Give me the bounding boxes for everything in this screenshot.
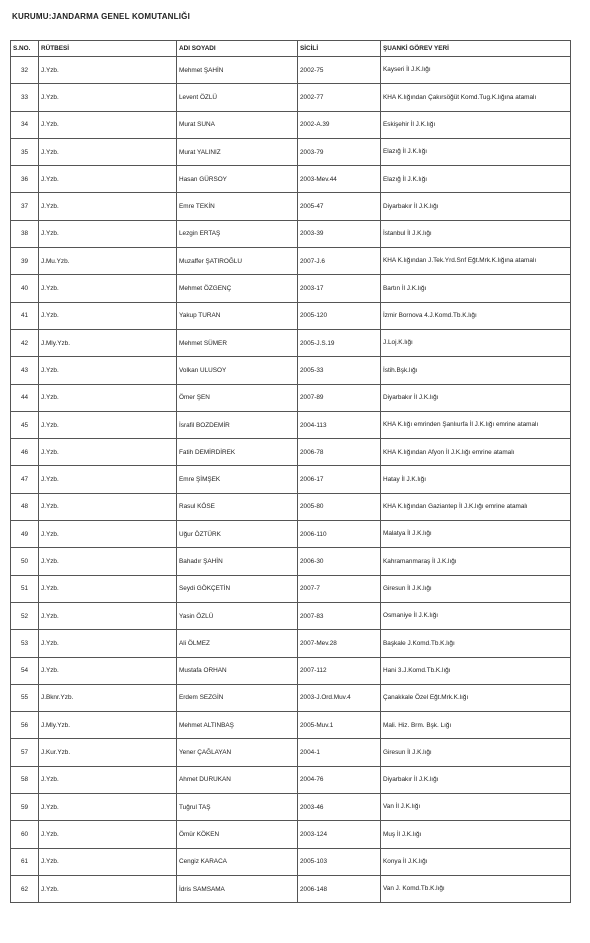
table-body bbox=[11, 57, 571, 903]
row-sno: 58 bbox=[11, 766, 39, 793]
row-sno: 42 bbox=[11, 329, 39, 356]
row-duty-station: Van J. Komd.Tb.K.lığı bbox=[381, 875, 571, 902]
row-name: Fatih DEMİRDİREK bbox=[177, 439, 298, 466]
row-sno: 54 bbox=[11, 657, 39, 684]
row-name: Cengiz KARACA bbox=[177, 848, 298, 875]
table-header-row bbox=[11, 41, 571, 57]
row-registry: 2007-Mev.28 bbox=[298, 630, 381, 657]
row-sno: 62 bbox=[11, 875, 39, 902]
row-rank: J.Mu.Yzb. bbox=[39, 248, 177, 275]
row-registry: 2002-77 bbox=[298, 84, 381, 111]
row-rank: J.Yzb. bbox=[39, 138, 177, 165]
row-sno: 49 bbox=[11, 521, 39, 548]
row-sno: 53 bbox=[11, 630, 39, 657]
row-duty-station: Malatya İl J.K.lığı bbox=[381, 521, 571, 548]
row-registry: 2007-89 bbox=[298, 384, 381, 411]
row-rank: J.Yzb. bbox=[39, 220, 177, 247]
row-rank: J.Yzb. bbox=[39, 657, 177, 684]
row-rank: J.Yzb. bbox=[39, 193, 177, 220]
row-registry: 2003-79 bbox=[298, 138, 381, 165]
table-row bbox=[11, 411, 571, 438]
row-duty-station: Elazığ İl J.K.lığı bbox=[381, 138, 571, 165]
document-title: KURUMU:JANDARMA GENEL KOMUTANLIĞI bbox=[12, 12, 190, 21]
table-row bbox=[11, 821, 571, 848]
row-duty-station: Osmaniye İl J.K.lığı bbox=[381, 602, 571, 629]
table-row bbox=[11, 439, 571, 466]
row-sno: 33 bbox=[11, 84, 39, 111]
row-rank: J.Yzb. bbox=[39, 439, 177, 466]
table-row bbox=[11, 57, 571, 84]
row-sno: 45 bbox=[11, 411, 39, 438]
table-row bbox=[11, 875, 571, 902]
row-duty-station: Giresun İl J.K.lığı bbox=[381, 739, 571, 766]
header-rank: RÜTBESİ bbox=[39, 41, 177, 57]
row-sno: 46 bbox=[11, 439, 39, 466]
row-duty-station: Muş İl J.K.lığı bbox=[381, 821, 571, 848]
row-duty-station: İstanbul İl J.K.lığı bbox=[381, 220, 571, 247]
table-row bbox=[11, 848, 571, 875]
row-name: Muzaffer ŞATIROĞLU bbox=[177, 248, 298, 275]
row-duty-station: Hani 3.J.Komd.Tb.K.lığı bbox=[381, 657, 571, 684]
table-row bbox=[11, 630, 571, 657]
row-duty-station: Mali. Hiz. Brm. Bşk. Lığı bbox=[381, 712, 571, 739]
row-registry: 2006-110 bbox=[298, 521, 381, 548]
row-rank: J.Yzb. bbox=[39, 630, 177, 657]
row-duty-station: KHA K.lığından Afyon İl J.K.lığı emrine atamalı bbox=[381, 439, 571, 466]
table-row bbox=[11, 193, 571, 220]
row-registry: 2003-J.Ord.Muv.4 bbox=[298, 684, 381, 711]
table-row bbox=[11, 166, 571, 193]
row-registry: 2005-103 bbox=[298, 848, 381, 875]
row-rank: J.Yzb. bbox=[39, 84, 177, 111]
table-row bbox=[11, 521, 571, 548]
row-registry: 2007-83 bbox=[298, 602, 381, 629]
row-sno: 56 bbox=[11, 712, 39, 739]
row-sno: 34 bbox=[11, 111, 39, 138]
row-rank: J.Yzb. bbox=[39, 275, 177, 302]
row-sno: 38 bbox=[11, 220, 39, 247]
row-rank: J.Bknr.Yzb. bbox=[39, 684, 177, 711]
row-name: Ahmet DURUKAN bbox=[177, 766, 298, 793]
row-registry: 2004-1 bbox=[298, 739, 381, 766]
row-rank: J.Yzb. bbox=[39, 357, 177, 384]
row-name: Uğur ÖZTÜRK bbox=[177, 521, 298, 548]
personnel-table bbox=[10, 40, 571, 903]
row-registry: 2003-17 bbox=[298, 275, 381, 302]
table-row bbox=[11, 548, 571, 575]
row-name: Emre ŞİMŞEK bbox=[177, 466, 298, 493]
row-duty-station: Kahramanmaraş İl J.K.lığı bbox=[381, 548, 571, 575]
row-duty-station: Hatay İl J.K.lığı bbox=[381, 466, 571, 493]
row-rank: J.Yzb. bbox=[39, 411, 177, 438]
header-sno: S.NO. bbox=[11, 41, 39, 57]
row-registry: 2005-Muv.1 bbox=[298, 712, 381, 739]
row-duty-station: Konya İl J.K.lığı bbox=[381, 848, 571, 875]
table-row bbox=[11, 384, 571, 411]
row-registry: 2003-46 bbox=[298, 794, 381, 821]
row-rank: J.Yzb. bbox=[39, 848, 177, 875]
row-duty-station: Başkale J.Komd.Tb.K.lığı bbox=[381, 630, 571, 657]
row-duty-station: KHA K.lığından Çakırsöğüt Komd.Tug.K.lığına atamalı bbox=[381, 84, 571, 111]
row-registry: 2006-17 bbox=[298, 466, 381, 493]
row-name: Murat YALINIZ bbox=[177, 138, 298, 165]
row-sno: 40 bbox=[11, 275, 39, 302]
row-duty-station: KHA K.lığından J.Tek.Yrd.Snf Eğt.Mrk.K.lığına atamalı bbox=[381, 248, 571, 275]
row-rank: J.Yzb. bbox=[39, 111, 177, 138]
table-row bbox=[11, 275, 571, 302]
row-registry: 2007-J.6 bbox=[298, 248, 381, 275]
row-name: Rasul KÖSE bbox=[177, 493, 298, 520]
row-duty-station: KHA K.lığından Gaziantep İl J.K.lığı emrine atamalı bbox=[381, 493, 571, 520]
row-registry: 2002-A.39 bbox=[298, 111, 381, 138]
row-rank: J.Mly.Yzb. bbox=[39, 712, 177, 739]
row-rank: J.Yzb. bbox=[39, 875, 177, 902]
table-row bbox=[11, 302, 571, 329]
row-registry: 2004-76 bbox=[298, 766, 381, 793]
row-sno: 48 bbox=[11, 493, 39, 520]
row-name: Mehmet ŞAHİN bbox=[177, 57, 298, 84]
row-registry: 2005-J.S.19 bbox=[298, 329, 381, 356]
table-row bbox=[11, 739, 571, 766]
table-row bbox=[11, 357, 571, 384]
row-duty-station: Diyarbakır İl J.K.lığı bbox=[381, 384, 571, 411]
row-registry: 2003-124 bbox=[298, 821, 381, 848]
row-sno: 60 bbox=[11, 821, 39, 848]
row-rank: J.Yzb. bbox=[39, 602, 177, 629]
row-name: Volkan ULUSOY bbox=[177, 357, 298, 384]
row-name: Erdem SEZGİN bbox=[177, 684, 298, 711]
row-rank: J.Yzb. bbox=[39, 575, 177, 602]
row-name: Ömür KÖKEN bbox=[177, 821, 298, 848]
row-duty-station: Diyarbakır İl J.K.lığı bbox=[381, 193, 571, 220]
table-row bbox=[11, 794, 571, 821]
row-duty-station: Kayseri İl J.K.lığı bbox=[381, 57, 571, 84]
table-row bbox=[11, 84, 571, 111]
row-duty-station: J.Loj.K.lığı bbox=[381, 329, 571, 356]
row-sno: 37 bbox=[11, 193, 39, 220]
row-name: Yener ÇAĞLAYAN bbox=[177, 739, 298, 766]
table-row bbox=[11, 138, 571, 165]
row-name: Mustafa ORHAN bbox=[177, 657, 298, 684]
row-duty-station: Eskişehir İl J.K.lığı bbox=[381, 111, 571, 138]
row-rank: J.Yzb. bbox=[39, 466, 177, 493]
row-sno: 61 bbox=[11, 848, 39, 875]
row-rank: J.Yzb. bbox=[39, 821, 177, 848]
row-sno: 52 bbox=[11, 602, 39, 629]
row-sno: 39 bbox=[11, 248, 39, 275]
row-registry: 2006-30 bbox=[298, 548, 381, 575]
row-duty-station: İstih.Bşk.lığı bbox=[381, 357, 571, 384]
row-name: Tuğrul TAŞ bbox=[177, 794, 298, 821]
row-registry: 2005-80 bbox=[298, 493, 381, 520]
row-name: Bahadır ŞAHİN bbox=[177, 548, 298, 575]
row-registry: 2006-148 bbox=[298, 875, 381, 902]
row-name: Hasan GÜRSOY bbox=[177, 166, 298, 193]
row-duty-station: Bartın İl J.K.lığı bbox=[381, 275, 571, 302]
row-rank: J.Yzb. bbox=[39, 493, 177, 520]
row-registry: 2002-75 bbox=[298, 57, 381, 84]
table-row bbox=[11, 657, 571, 684]
row-rank: J.Yzb. bbox=[39, 548, 177, 575]
row-duty-station: Van İl J.K.lığı bbox=[381, 794, 571, 821]
row-name: Murat SUNA bbox=[177, 111, 298, 138]
row-name: Yasin ÖZLÜ bbox=[177, 602, 298, 629]
row-sno: 59 bbox=[11, 794, 39, 821]
row-registry: 2003-39 bbox=[298, 220, 381, 247]
row-registry: 2003-Mev.44 bbox=[298, 166, 381, 193]
row-registry: 2007-7 bbox=[298, 575, 381, 602]
row-registry: 2005-120 bbox=[298, 302, 381, 329]
row-duty-station: İzmir Bornova 4.J.Komd.Tb.K.lığı bbox=[381, 302, 571, 329]
row-registry: 2005-47 bbox=[298, 193, 381, 220]
row-duty-station: Elazığ İl J.K.lığı bbox=[381, 166, 571, 193]
row-sno: 41 bbox=[11, 302, 39, 329]
row-sno: 57 bbox=[11, 739, 39, 766]
table-row bbox=[11, 766, 571, 793]
row-name: Emre TEKİN bbox=[177, 193, 298, 220]
row-rank: J.Yzb. bbox=[39, 794, 177, 821]
row-sno: 50 bbox=[11, 548, 39, 575]
row-rank: J.Yzb. bbox=[39, 57, 177, 84]
table-row bbox=[11, 220, 571, 247]
row-sno: 44 bbox=[11, 384, 39, 411]
row-sno: 47 bbox=[11, 466, 39, 493]
table-row bbox=[11, 575, 571, 602]
row-sno: 35 bbox=[11, 138, 39, 165]
row-rank: J.Yzb. bbox=[39, 766, 177, 793]
row-sno: 51 bbox=[11, 575, 39, 602]
table-row bbox=[11, 248, 571, 275]
row-name: Yakup TURAN bbox=[177, 302, 298, 329]
table-row bbox=[11, 493, 571, 520]
row-name: İdris SAMSAMA bbox=[177, 875, 298, 902]
table-row bbox=[11, 466, 571, 493]
row-rank: J.Kur.Yzb. bbox=[39, 739, 177, 766]
row-sno: 43 bbox=[11, 357, 39, 384]
row-sno: 55 bbox=[11, 684, 39, 711]
row-name: İsrafil BOZDEMİR bbox=[177, 411, 298, 438]
row-rank: J.Yzb. bbox=[39, 521, 177, 548]
table-row bbox=[11, 111, 571, 138]
row-name: Seydi GÖKÇETİN bbox=[177, 575, 298, 602]
row-name: Mehmet SÜMER bbox=[177, 329, 298, 356]
row-rank: J.Yzb. bbox=[39, 302, 177, 329]
row-sno: 36 bbox=[11, 166, 39, 193]
row-registry: 2004-113 bbox=[298, 411, 381, 438]
row-rank: J.Yzb. bbox=[39, 384, 177, 411]
row-name: Levent ÖZLÜ bbox=[177, 84, 298, 111]
row-name: Ali ÖLMEZ bbox=[177, 630, 298, 657]
row-rank: J.Yzb. bbox=[39, 166, 177, 193]
table-row bbox=[11, 712, 571, 739]
row-name: Lezgin ERTAŞ bbox=[177, 220, 298, 247]
table-row bbox=[11, 602, 571, 629]
row-duty-station: Çanakkale Özel Eğt.Mrk.K.lığı bbox=[381, 684, 571, 711]
table-row bbox=[11, 329, 571, 356]
header-duty-station: ŞUANKİ GÖREV YERİ bbox=[381, 41, 571, 57]
row-duty-station: KHA K.lığı emrinden Şanlıurfa İl J.K.lığı emrine atamalı bbox=[381, 411, 571, 438]
row-name: Mehmet ÖZGENÇ bbox=[177, 275, 298, 302]
row-duty-station: Diyarbakır İl J.K.lığı bbox=[381, 766, 571, 793]
row-rank: J.Mly.Yzb. bbox=[39, 329, 177, 356]
header-registry: SİCİLİ bbox=[298, 41, 381, 57]
row-registry: 2005-33 bbox=[298, 357, 381, 384]
header-name: ADI SOYADI bbox=[177, 41, 298, 57]
table-row bbox=[11, 684, 571, 711]
row-name: Mehmet ALTINBAŞ bbox=[177, 712, 298, 739]
row-registry: 2007-112 bbox=[298, 657, 381, 684]
row-registry: 2006-78 bbox=[298, 439, 381, 466]
row-sno: 32 bbox=[11, 57, 39, 84]
row-duty-station: Giresun İl J.K.lığı bbox=[381, 575, 571, 602]
row-name: Ömer ŞEN bbox=[177, 384, 298, 411]
